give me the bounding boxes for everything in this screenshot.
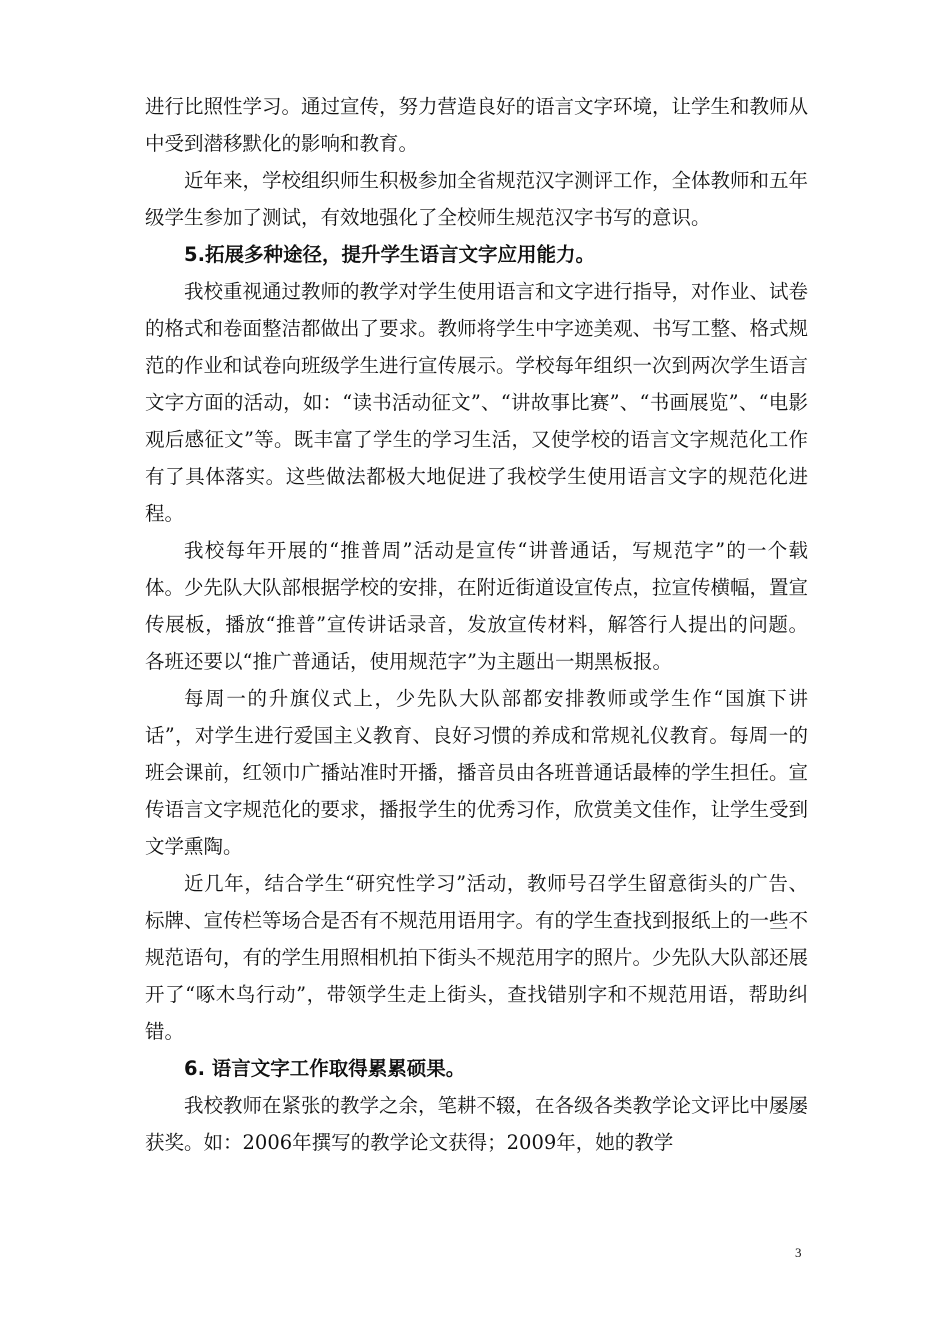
paragraph-teacher-papers: 我校教师在紧张的教学之余，笔耕不辍，在各级各类教学论文评比中屡屡获奖。如：2006年撰写的教学论文获得；2009年，她的教学 xyxy=(145,1094,809,1154)
section-heading-5: 5.拓展多种途径，提升学生语言文字应用能力。 xyxy=(184,243,595,266)
paragraph-teaching-guidance: 我校重视通过教师的教学对学生使用语言和文字进行指导，对作业、试卷的格式和卷面整洁都做出了要求。教师将学生中字迹美观、书写工整、格式规范的作业和试卷向班级学生进行宣传展示。学校每年组织一次到两次学生语言文字方面的活动，如：“读书活动征文”、“讲故事比赛”、“书画展览”、“电影观后感征文”等。既丰富了学生的学习生活，又使学校的语言文字规范化工作有了具体落实。这些做法都极大地促进了我校学生使用语言文字的规范化进程。 xyxy=(145,280,809,525)
page-number: 3 xyxy=(795,1245,802,1260)
body-text xyxy=(145,88,808,1161)
paragraph-putonghua-week: 我校每年开展的“推普周”活动是宣传“讲普通话，写规范字”的一个载体。少先队大队部根据学校的安排，在附近街道设宣传点，拉宣传横幅，置宣传展板，播放“推普”宣传讲话录音，发放宣传材料，解答行人提出的问题。各班还要以“推广普通话，使用规范字”为主题出一期黑板报。 xyxy=(145,539,809,673)
section-heading-6: 6. 语言文字工作取得累累硕果。 xyxy=(184,1057,466,1080)
paragraph-research-learning: 近几年，结合学生“研究性学习”活动，教师号召学生留意街头的广告、标牌、宣传栏等场合是否有不规范用语用字。有的学生查找到报纸上的一些不规范语句，有的学生用照相机拍下街头不规范用字的照片。少先队大队部还展开了“啄木鸟行动”，带领学生走上街头，查找错别字和不规范用语，帮助纠错。 xyxy=(145,872,809,1043)
paragraph-test-evaluation: 近年来，学校组织师生积极参加全省规范汉字测评工作，全体教师和五年级学生参加了测试，有效地强化了全校师生规范汉字书写的意识。 xyxy=(145,169,809,229)
paragraph-flag-ceremony: 每周一的升旗仪式上，少先队大队部都安排教师或学生作“国旗下讲话”，对学生进行爱国主义教育、良好习惯的养成和常规礼仪教育。每周一的班会课前，红领巾广播站准时开播，播音员由各班普通话最棒的学生担任。宣传语言文字规范化的要求，播报学生的优秀习作，欣赏美文佳作，让学生受到文学熏陶。 xyxy=(145,687,809,858)
paragraph-continuation: 进行比照性学习。通过宣传，努力营造良好的语言文字环境，让学生和教师从中受到潜移默化的影响和教育。 xyxy=(145,95,809,155)
